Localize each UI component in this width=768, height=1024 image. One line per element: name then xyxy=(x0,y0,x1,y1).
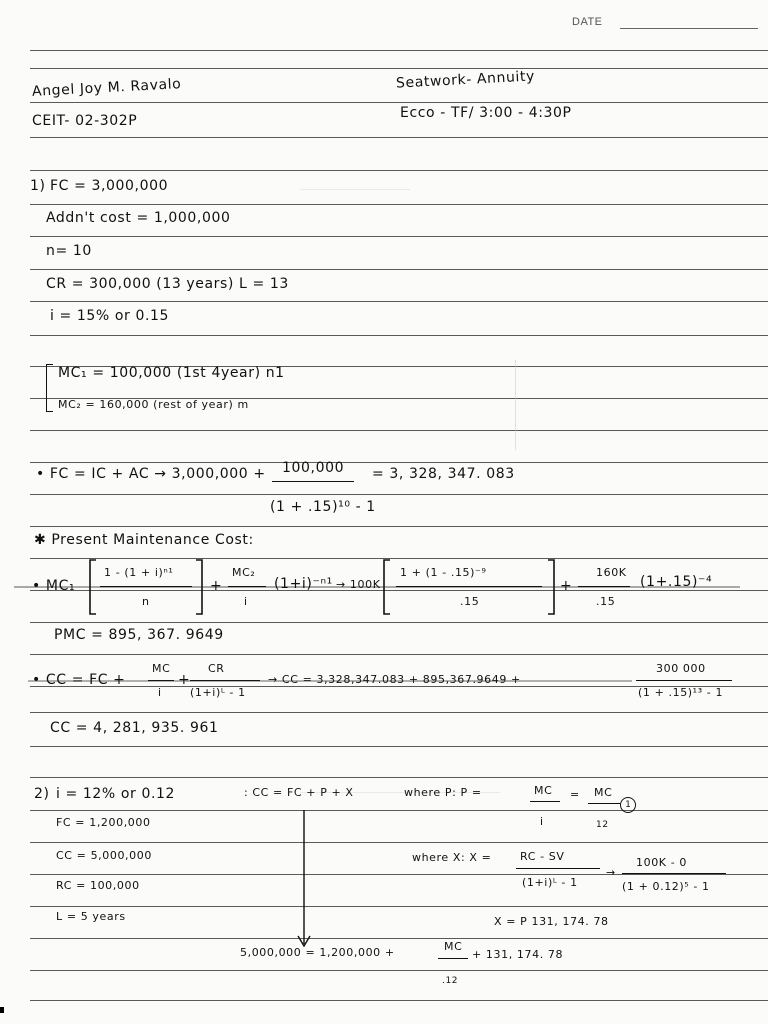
final-fraction-bar xyxy=(438,958,468,959)
pmc-numerator-4: 160K xyxy=(596,566,627,579)
pmc-numerator-3: 1 + (1 - .15)⁻⁹ xyxy=(400,566,487,579)
seatwork-title: Seatwork- Annuity xyxy=(395,68,536,92)
cc-lead: • CC = FC + xyxy=(32,672,126,688)
problem2-cc-equation: : CC = FC + P + X xyxy=(244,786,354,799)
problem1-i: i = 15% or 0.15 xyxy=(50,308,170,324)
cc-denominator-2: (1+i)ᴸ - 1 xyxy=(190,686,246,699)
cc-result: CC = 4, 281, 935. 961 xyxy=(50,720,219,736)
pmc-arrow: → 100K xyxy=(336,578,381,591)
problem2-rc: RC = 100,000 xyxy=(56,879,140,892)
pmc-plus-1: + xyxy=(210,578,223,594)
pmc-denominator-2: i xyxy=(244,595,248,608)
pmc-power-term-2: (1+.15)⁻⁴ xyxy=(640,574,713,590)
circled-marker: 1 xyxy=(620,797,636,813)
cc-substitution: → CC = 3,328,347.083 + 895,367.9649 + xyxy=(268,673,521,686)
student-section: CEIT- 02-302P xyxy=(32,113,138,129)
fc-result: = 3, 328, 347. 083 xyxy=(372,466,515,482)
problem2-l: L = 5 years xyxy=(56,910,126,923)
p-denominator-2: 12 xyxy=(596,820,609,830)
final-denominator: .12 xyxy=(442,976,459,986)
final-numerator: MC xyxy=(444,940,463,953)
p-numerator-2: MC xyxy=(594,786,613,799)
cc-plus: + xyxy=(178,672,191,688)
cc-denominator-3: (1 + .15)¹³ - 1 xyxy=(638,686,724,699)
cc-numerator-3: 300 000 xyxy=(656,662,706,675)
final-equation-right: + 131, 174. 78 xyxy=(472,948,564,961)
pmc-heading: ✱ Present Maintenance Cost: xyxy=(34,532,254,548)
problem2-number: 2) xyxy=(34,786,50,802)
problem1-number: 1) xyxy=(30,178,46,194)
fc-denominator: (1 + .15)¹⁰ - 1 xyxy=(270,499,376,515)
cc-numerator-2: CR xyxy=(208,662,225,675)
pmc-result: PMC = 895, 367. 9649 xyxy=(54,627,224,643)
pmc-lead: • MC₁ xyxy=(32,578,76,594)
p-numerator-1: MC xyxy=(534,784,553,797)
p-equals: = xyxy=(570,788,580,801)
problem1-mc2: MC₂ = 160,000 (rest of year) m xyxy=(58,398,249,411)
cc-denominator-1: i xyxy=(158,686,162,699)
pmc-denominator-1: n xyxy=(142,595,150,608)
problem1-cr: CR = 300,000 (13 years) L = 13 xyxy=(46,276,289,292)
problem2-fc: FC = 1,200,000 xyxy=(56,816,151,829)
problem1-mc1: MC₁ = 100,000 (1st 4year) n1 xyxy=(58,365,285,381)
pmc-numerator-2: MC₂ xyxy=(232,566,256,579)
x-denominator-1: (1+i)ᴸ - 1 xyxy=(522,876,578,889)
problem2-where-x: where X: X = xyxy=(412,851,492,864)
pmc-plus-2: + xyxy=(560,578,573,594)
cc-numerator-1: MC xyxy=(152,662,171,675)
x-numerator-1: RC - SV xyxy=(520,850,565,863)
student-name: Angel Joy M. Ravalo xyxy=(31,76,182,100)
pmc-power-term: (1+i)⁻ⁿ¹ xyxy=(274,576,333,592)
x-arrow: → xyxy=(606,866,616,879)
problem2-where-p: where P: P = xyxy=(404,786,482,799)
problem2-i: i = 12% or 0.12 xyxy=(56,786,176,802)
pmc-denominator-3: .15 xyxy=(460,595,480,608)
p-denominator-1: i xyxy=(540,815,544,828)
x-numerator-2: 100K - 0 xyxy=(636,856,687,869)
x-fraction-bar-1 xyxy=(516,868,600,869)
class-schedule: Ecco - TF/ 3:00 - 4:30P xyxy=(400,105,572,121)
x-fraction-bar-2 xyxy=(622,873,726,874)
problem1-n: n= 10 xyxy=(46,243,92,259)
problem1-addnt-cost: Addn't cost = 1,000,000 xyxy=(46,210,231,226)
problem1-fc: FC = 3,000,000 xyxy=(50,178,169,194)
pmc-denominator-4: .15 xyxy=(596,595,616,608)
x-result: X = P 131, 174. 78 xyxy=(494,915,609,928)
final-equation-left: 5,000,000 = 1,200,000 + xyxy=(240,946,395,959)
page-edge-mark xyxy=(0,1007,4,1013)
fc-numerator: 100,000 xyxy=(282,460,345,476)
date-label: DATE xyxy=(572,16,603,28)
pmc-numerator-1: 1 - (1 + i)ⁿ¹ xyxy=(104,566,174,579)
problem2-cc: CC = 5,000,000 xyxy=(56,849,152,862)
x-denominator-2: (1 + 0.12)⁵ - 1 xyxy=(622,880,710,893)
fc-formula: • FC = IC + AC → 3,000,000 + xyxy=(36,466,266,482)
